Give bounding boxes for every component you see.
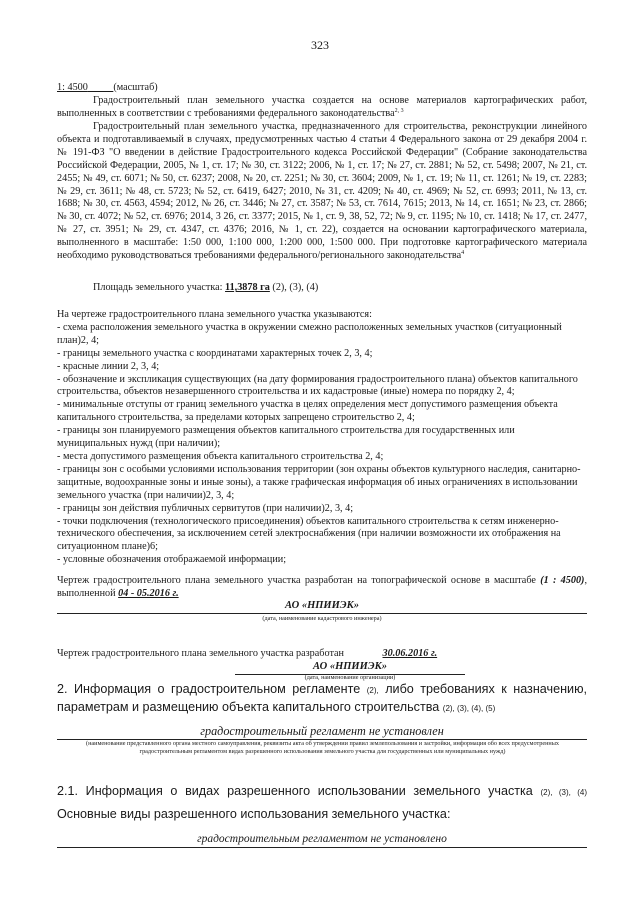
section2-value: градостроительный регламент не установлен [200,724,444,738]
developed-text: Чертеж градостроительного плана земельного участка разработан [57,648,344,659]
paragraph-linear-sup: 4 [461,250,465,257]
paragraph-basis [57,95,587,121]
developed-caption: (дата, наименование организации) [304,674,396,681]
section21-rule [57,847,587,848]
list-item: - обозначение и экспликация существующих (на дату формирования градостроительного плана) объектов капитального строительства, объектов незавершенного строительства и их кадастровые (иные) номера по порядку 2, 4; [57,373,578,398]
list-item: - минимальные отступы от границ земельного участка в целях определения мест допустимого размещения объекта капитального строительства, за пределами которых запрещено строительство 2, 4; [57,399,558,424]
page-number: 323 [311,38,329,52]
list-item: - красные линии 2, 3, 4; [57,360,160,372]
area-label: Площадь земельного участка: [93,282,223,293]
area-value: 11,3878 га [225,282,270,293]
list-item: - границы земельного участка с координатами характерных точек 2, 3, 4; [57,347,373,359]
section2-title-text: 2. Информация о градостроительном регламенте [57,682,361,696]
developed-line [57,648,587,661]
section2-title-ref: (2), [366,686,379,695]
list-item: - места допустимого размещения объекта капитального строительства 2, 4; [57,450,384,462]
list-item: - границы зон планируемого размещения объектов капитального строительства для государственных или муниципальных нужд (при наличии); [57,425,515,450]
topo-date: 04 - 05.2016 г. [118,587,179,599]
topo-text-b: , выполненной [57,575,587,599]
paragraph-basis-text: Градостроительный план земельного участка создается на основе материалов картографических работ, выполненных в соответствии с требованиями федерального законодательства [57,95,587,119]
section21-value: градостроительным регламентом не установлено [197,833,447,845]
section21-title [57,783,587,801]
section2-caption: (наименование представленного органа местного самоуправления, реквизиты акта об утверждении правил землепользования и застройки, информация обо всех предусмотренных градостроительным регламентом видах разрешенного использования земельного участка для государственных или муниципальных нужд) [86,740,559,755]
scale-label: (масштаб) [113,82,158,93]
paragraph-basis-sup: 2, 3 [394,107,404,114]
topo-rule [57,613,587,614]
scale-line [57,82,587,95]
topo-text-a: Чертеж градостроительного плана земельного участка разработан на топографической основе в масштабе [57,575,536,586]
drawing-list [57,309,587,567]
section21-subtitle: Основные виды разрешенного использования земельного участка: [57,807,451,821]
developed-org: АО «НПИИЭК» [313,661,387,672]
developed-date: 30.06.2016 г. [382,648,438,659]
topo-text [57,575,587,601]
list-item: - границы зон с особыми условиями использования территории (зон охраны объектов культурного наследия, санитарно-защитные, водоохранные зоны и иные зоны), а также графическая информация об иных ограничениях в использовании земельного участка (при наличии)2, 3, 4; [57,463,581,501]
topo-caption: (дата, наименование кадастрового инженера) [262,615,382,622]
area-refs: (2), (3), (4) [272,282,319,293]
section2-title-cont: либо требованиях к назначению, параметрам и размещению объекта капитального строительства [57,682,588,714]
paragraph-linear-text: Градостроительный план земельного участка, предназначенного для строительства, реконструкции линейного объекта и подготавливаемый в случаях, предусмотренных частью 4 статьи 4 Федерального закона от 29 декабря 2004 г. № 191-ФЗ "О введении в действие Градостроительного кодекса Российской Федерации" (Собрание законодательства Российской Федерации, 2005, № 1, ст. 17; № 30, ст. 3122; 2006, № 1, ст. 17; № 27, ст. 2881; № 52, ст. 5498; 2007, № 21, ст. 2455; № 49, ст. 6071; № 50, ст. 6237; 2008, № 20, ст. 2251; № 30, ст. 3604; 2009, № 1, ст. 19; № 11, ст. 1261; № 19, ст. 2283; № 29, ст. 3611; № 48, ст. 5723; № 52, ст. 6419, 6427; 2010, № 31, ст. 4209; № 40, ст. 4969; № 52, ст. 6993; 2011, № 13, ст. 1688; № 30, ст. 4563, 4594; 2012, № 26, ст. 3446; № 27, ст. 3587; № 53, ст. 7614, 7615; 2013, № 14, ст. 1651; № 23, ст. 2866; № 30, ст. 4072; № 52, ст. 6976; 2014, 3 26, ст. 3377; 2015, № 1, ст. 9, 38, 52, 72; № 9, ст. 1195; № 10, ст. 1418; № 17, ст. 2477, № 27, ст. 3951; № 29, ст. 4347, ст. 4376; 2016, № 1, ст. 22), создается на основании картографического материала, выполненного в масштабе: 1:50 000, 1:100 000, 1:200 000, 1:500 000. При подготовке картографического материала необходимо руководствоваться требованиями федерального/регионального законодательства [57,121,587,262]
section21-title-text: 2.1. Информация о видах разрешенного использовании земельного участка [57,784,533,798]
section2-title-refs: (2), (3), (4), (5) [442,704,496,713]
list-item: - границы зон действия публичных сервитутов (при наличии)2, 3, 4; [57,502,354,514]
list-item: - точки подключения (технологического присоединения) объектов капитального строительства к сетям инженерно-технического обеспечения, за исключением сетей электроснабжения (при наличии возможности их отображения на ситуационном плане)6; [57,515,561,553]
scale-value: 1: 4500 [57,82,88,93]
drawing-list-heading: На чертеже градостроительного плана земельного участка указываются: [57,309,372,320]
area-line [57,282,587,295]
section21-title-refs: (2), (3), (4) [540,788,588,797]
section2-title [57,681,587,717]
paragraph-linear [57,121,587,263]
topo-scale: (1 : 4500) [540,575,585,586]
list-item: - условные обозначения отображаемой информации; [57,554,287,566]
topo-org: АО «НПИИЭК» [285,600,359,611]
list-item: - схема расположения земельного участка в окружении смежно расположенных земельных участков (ситуационный план)2, 4; [57,321,562,346]
